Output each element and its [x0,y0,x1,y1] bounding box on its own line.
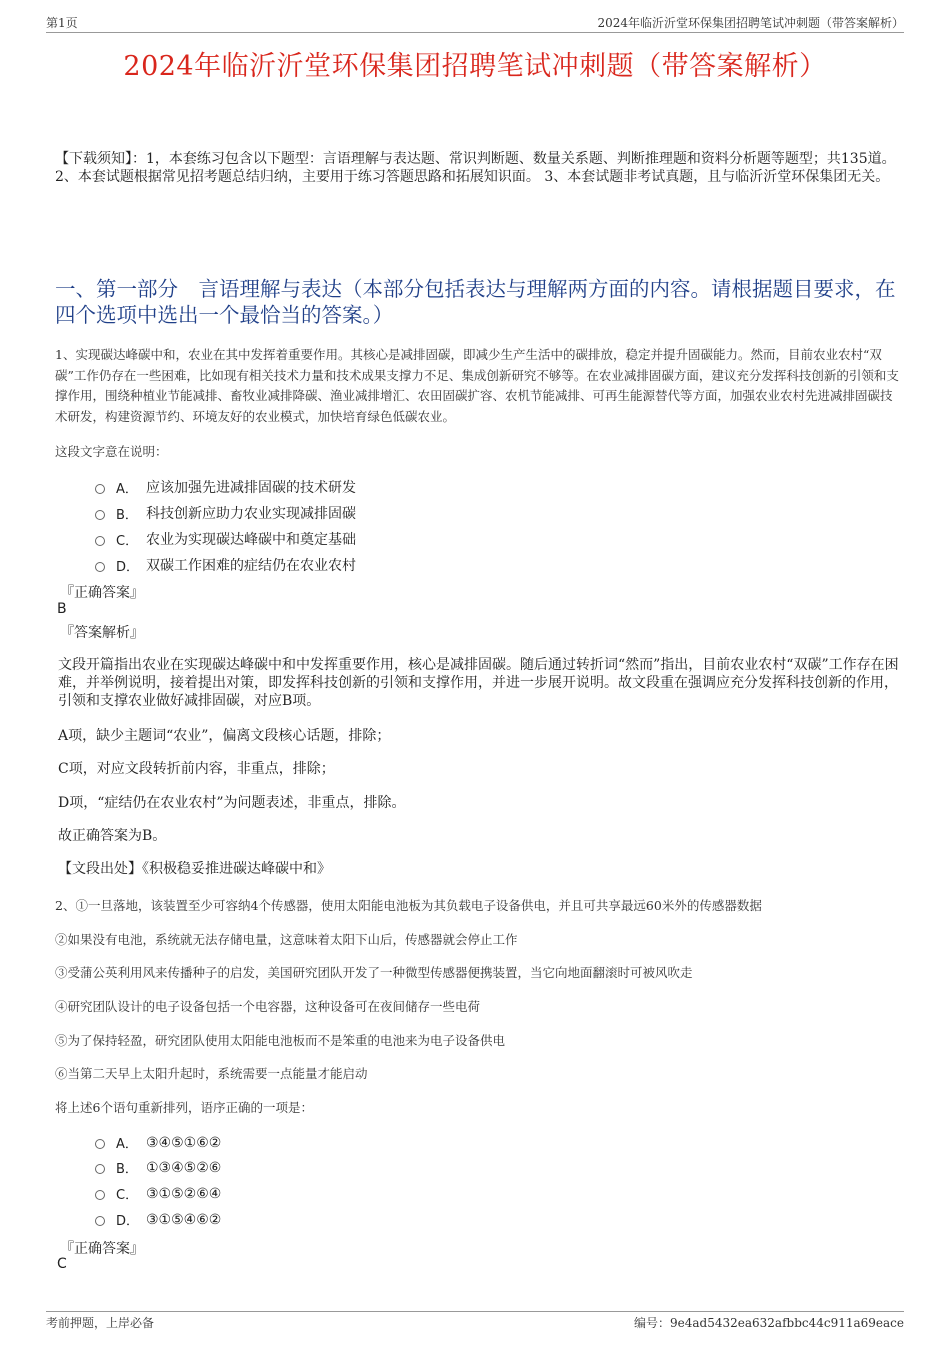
question-2-prompt: 将上述6个语句重新排列，语序正确的一项是： [55,1100,313,1115]
analysis-source: 【文段出处】《积极稳妥推进碳达峰碳中和》 [58,861,331,877]
option-text: ③①⑤②⑥④ [146,1185,222,1202]
document-code: 编号：9e4ad5432ea632afbbc44c911a69eace [634,1316,904,1330]
option-text: ③①⑤④⑥② [146,1211,222,1228]
analysis-paragraph: 文段开篇指出农业在实现碳达峰碳中和中发挥重要作用，核心是减排固碳。随后通过转折词“然而”指出，目前农业农村“双碳”工作存在困难，并举例说明，接着提出对策，即发挥科技创新的引领和支撑作用，并进一步展开说明。故文段重在强调应充分发挥科技创新的作用，引领和支撑农业做好减排固碳，对应B项。 [58,657,899,709]
radio-icon[interactable] [95,510,105,520]
question-2-sentence-5: ⑤为了保持轻盈，研究团队使用太阳能电池板而不是笨重的电池来为电子设备供电 [55,1033,506,1048]
analysis-conclusion: 故正确答案为B。 [58,828,167,844]
question-1-option-c[interactable] [95,529,356,549]
page-title: 2024年临沂沂堂环保集团招聘笔试冲刺题（带答案解析） [123,51,827,82]
option-letter: D． [116,1214,140,1229]
answer-value: C [57,1256,67,1272]
question-2-sentence-1: 2、①一旦落地，该装置至少可容纳4个传感器，使用太阳能电池板为其负载电子设备供电，并且可共享最远60米外的传感器数据 [55,898,762,913]
option-letter: B． [116,1162,138,1177]
question-2-sentence-2: ②如果没有电池，系统就无法存储电量，这意味着太阳下山后，传感器就会停止工作 [55,932,518,947]
option-letter: A． [116,481,138,497]
header-divider [46,32,904,33]
question-2-sentence-3: ③受蒲公英利用风来传播种子的启发，美国研究团队开发了一种微型传感器便携装置，当它向地面翻滚时可被风吹走 [55,965,693,980]
answer-value: B [57,601,67,617]
radio-icon[interactable] [95,562,105,572]
question-1-text: 1、实现碳达峰碳中和，农业在其中发挥着重要作用。其核心是减排固碳，即减少生产生活中的碳排放，稳定并提升固碳能力。然而，目前农业农村“双碳”工作仍存在一些困难，比如现有相关技术力量和技术成果支撑力不足、集成创新研究不够等。在农业减排固碳方面，建议充分发挥科技创新的引领和支撑作用，围绕种植业节能减排、畜牧业减排降碳、渔业减排增汇、农田固碳扩容、农机节能减排、可再生能源替代等方面，加强农业农村先进减排固碳技术研发，构建资源节约、环境友好的农业模式，加快培育绿色低碳农业。 [55,347,899,424]
question-1-option-b[interactable] [95,503,356,523]
answer-label: 『正确答案』 [60,1241,144,1257]
radio-icon[interactable] [95,1164,105,1174]
option-letter: D． [116,559,140,575]
question-2-option-c[interactable] [95,1184,221,1203]
radio-icon[interactable] [95,484,105,494]
answer-label: 『正确答案』 [60,585,144,601]
question-2-option-d[interactable] [95,1210,221,1229]
radio-icon[interactable] [95,536,105,546]
option-text: ③④⑤①⑥② [146,1134,222,1151]
radio-icon[interactable] [95,1190,105,1200]
analysis-label: 『答案解析』 [60,625,144,641]
question-2-option-a[interactable] [95,1133,221,1152]
analysis-option-a: A项，缺少主题词“农业”，偏离文段核心话题，排除； [58,728,391,744]
option-letter: B． [116,507,138,523]
question-1-option-d[interactable] [95,555,356,575]
page-number: 第1页 [46,16,78,30]
question-1-option-a[interactable] [95,477,356,497]
footer-divider [46,1311,904,1312]
option-text: 农业为实现碳达峰碳中和奠定基础 [146,532,356,548]
option-letter: C． [116,533,139,549]
download-notice: 【下载须知】：1，本套练习包含以下题型：言语理解与表达题、常识判断题、数量关系题、判断推理题和资料分析题等题型；共135道。 2、本套试题根据常见招考题总结归纳，主要用于练习答题思路和拓展知识面。 3、本套试题非考试真题，且与临沂沂堂环保集团无关。 [55,151,896,185]
header-doc-title: 2024年临沂沂堂环保集团招聘笔试冲刺题（带答案解析） [597,16,904,30]
analysis-option-c: C项，对应文段转折前内容，非重点，排除； [58,761,335,777]
section-title: 一、第一部分 言语理解与表达（本部分包括表达与理解两方面的内容。请根据题目要求，在四个选项中选出一个最恰当的答案。） [55,277,896,327]
option-text: 应该加强先进减排固碳的技术研发 [146,480,356,496]
question-2-option-b[interactable] [95,1158,221,1177]
option-letter: C． [116,1188,139,1203]
option-text: 科技创新应助力农业实现减排固碳 [146,506,356,522]
radio-icon[interactable] [95,1139,105,1149]
option-text: 双碳工作困难的症结仍在农业农村 [146,558,356,574]
question-1-prompt: 这段文字意在说明： [55,444,168,459]
option-text: ①③④⑤②⑥ [146,1159,222,1176]
question-2-sentence-6: ⑥当第二天早上太阳升起时，系统需要一点能量才能启动 [55,1066,368,1081]
question-2-sentence-4: ④研究团队设计的电子设备包括一个电容器，这种设备可在夜间储存一些电荷 [55,999,481,1014]
radio-icon[interactable] [95,1216,105,1226]
option-letter: A． [116,1137,138,1152]
footer-slogan: 考前押题，上岸必备 [46,1316,155,1330]
analysis-option-d: D项，“症结仍在农业农村”为问题表述，非重点，排除。 [58,795,406,811]
